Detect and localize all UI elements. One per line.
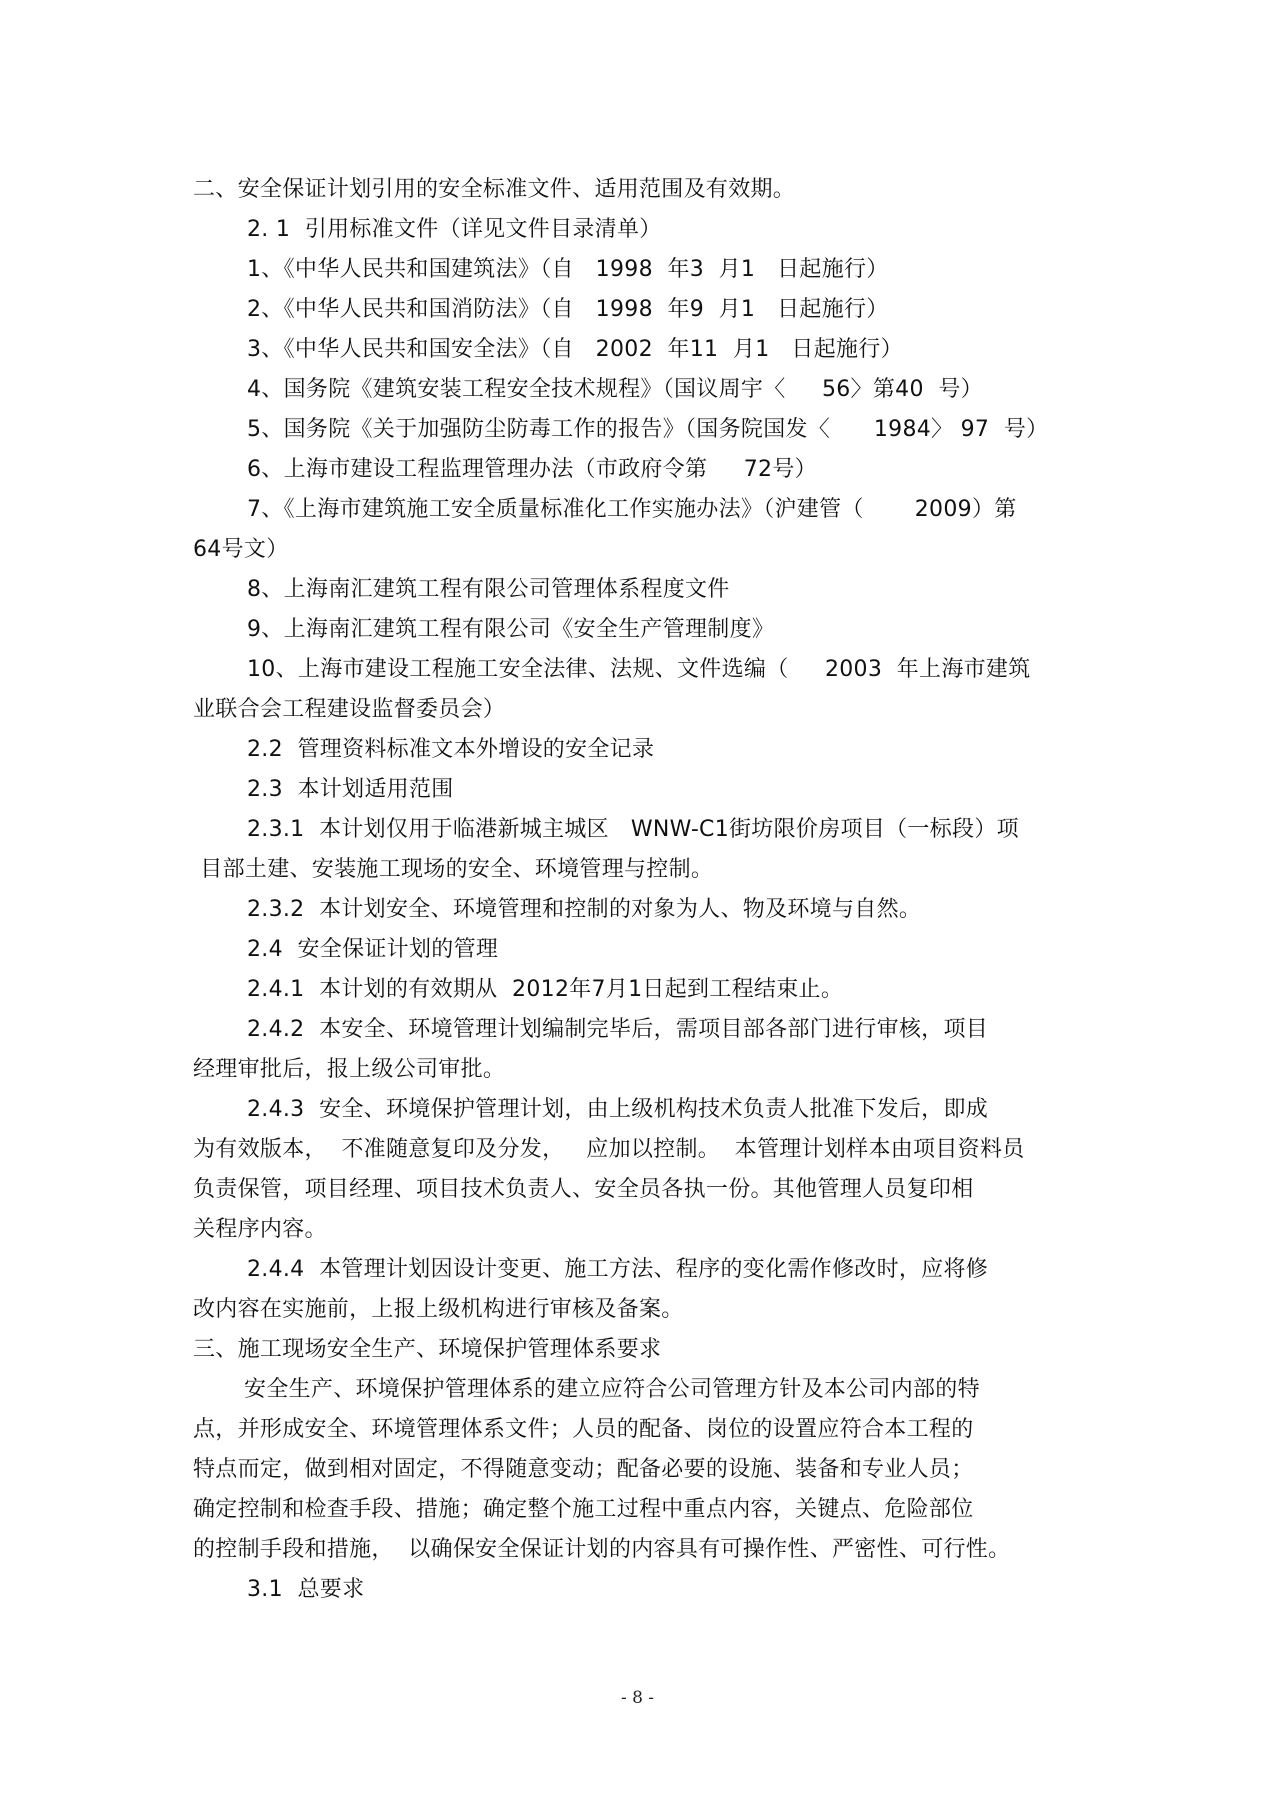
clause-2-4-1: 2.4.1 本计划的有效期从 2012年7月1日起到工程结束止。: [247, 977, 844, 1002]
section-heading-2: 二、安全保证计划引用的安全标准文件、适用范围及有效期。: [193, 177, 796, 202]
subsection-2-1: 2. 1 引用标准文件（详见文件目录清单）: [247, 217, 662, 242]
reference-item-10-cont: 业联合会工程建设监督委员会）: [193, 697, 506, 722]
section-3-paragraph-1: 安全生产、环境保护管理体系的建立应符合公司管理方针及本公司内部的特: [244, 1377, 980, 1402]
reference-item-2: 2、《中华人民共和国消防法》（自 1998 年9 月1 日起施行）: [247, 297, 889, 322]
page-number: - 8 -: [620, 1688, 655, 1708]
document-body: [193, 170, 1093, 1610]
subsection-2-4: 2.4 安全保证计划的管理: [247, 937, 499, 962]
section-3-paragraph-4: 确定控制和检查手段、措施；确定整个施工过程中重点内容，关键点、危险部位: [193, 1497, 974, 1522]
reference-item-4: 4、国务院《建筑安装工程安全技术规程》（国议周宇〈 56〉第40 号）: [247, 377, 983, 402]
section-3-paragraph-2: 点，并形成安全、环境管理体系文件；人员的配备、岗位的设置应符合本工程的: [193, 1417, 974, 1442]
clause-2-4-4: 2.4.4 本管理计划因设计变更、施工方法、程序的变化需作修改时，应将修: [247, 1257, 989, 1282]
clause-2-3-1: 2.3.1 本计划仅用于临港新城主城区 WNW-C1街坊限价房项目（一标段）项: [247, 817, 1019, 842]
clause-2-4-3-cont-2: 负责保管，项目经理、项目技术负责人、安全员各执一份。其他管理人员复印相: [193, 1177, 974, 1202]
clause-2-4-3: 2.4.3 安全、环境保护管理计划，由上级机构技术负责人批准下发后，即成: [247, 1097, 989, 1122]
clause-2-4-2-cont: 经理审批后，报上级公司审批。: [193, 1057, 506, 1082]
reference-item-7: 7、《上海市建筑施工安全质量标准化工作实施办法》（沪建管（ 2009）第: [247, 497, 1017, 522]
reference-item-6: 6、上海市建设工程监理管理办法（市政府令第 72号）: [247, 457, 817, 482]
reference-item-9: 9、上海南汇建筑工程有限公司《安全生产管理制度》: [247, 617, 775, 642]
reference-item-1: 1、《中华人民共和国建筑法》（自 1998 年3 月1 日起施行）: [247, 257, 889, 282]
reference-item-8: 8、上海南汇建筑工程有限公司管理体系程度文件: [247, 577, 730, 602]
clause-2-4-2: 2.4.2 本安全、环境管理计划编制完毕后，需项目部各部门进行审核，项目: [247, 1017, 989, 1042]
section-3-paragraph-5: 的控制手段和措施， 以确保安全保证计划的内容具有可操作性、严密性、可行性。: [193, 1537, 1011, 1562]
clause-2-4-4-cont: 改内容在实施前，上报上级机构进行审核及备案。: [193, 1297, 684, 1322]
reference-item-7-cont: 64号文）: [193, 537, 289, 562]
subsection-3-1: 3.1 总要求: [247, 1577, 365, 1602]
reference-item-10: 10、上海市建设工程施工安全法律、法规、文件选编（ 2003 年上海市建筑: [247, 657, 1031, 682]
section-heading-3: 三、施工现场安全生产、环境保护管理体系要求: [193, 1337, 662, 1362]
clause-2-3-1-cont: 目部土建、安装施工现场的安全、环境管理与控制。: [193, 857, 714, 882]
subsection-2-2: 2.2 管理资料标准文本外增设的安全记录: [247, 737, 655, 762]
clause-2-4-3-cont-3: 关程序内容。: [193, 1217, 327, 1242]
section-3-paragraph-3: 特点而定，做到相对固定，不得随意变动；配备必要的设施、装备和专业人员；: [193, 1457, 974, 1482]
clause-2-4-3-cont-1: 为有效版本， 不准随意复印及分发， 应加以控制。 本管理计划样本由项目资料员: [193, 1137, 1025, 1162]
clause-2-3-2: 2.3.2 本计划安全、环境管理和控制的对象为人、物及环境与自然。: [247, 897, 922, 922]
reference-item-3: 3、《中华人民共和国安全法》（自 2002 年11 月1 日起施行）: [247, 337, 903, 362]
subsection-2-3: 2.3 本计划适用范围: [247, 777, 454, 802]
reference-item-5: 5、国务院《关于加强防尘防毒工作的报告》（国务院国发〈 1984〉 97 号）: [247, 417, 1049, 442]
